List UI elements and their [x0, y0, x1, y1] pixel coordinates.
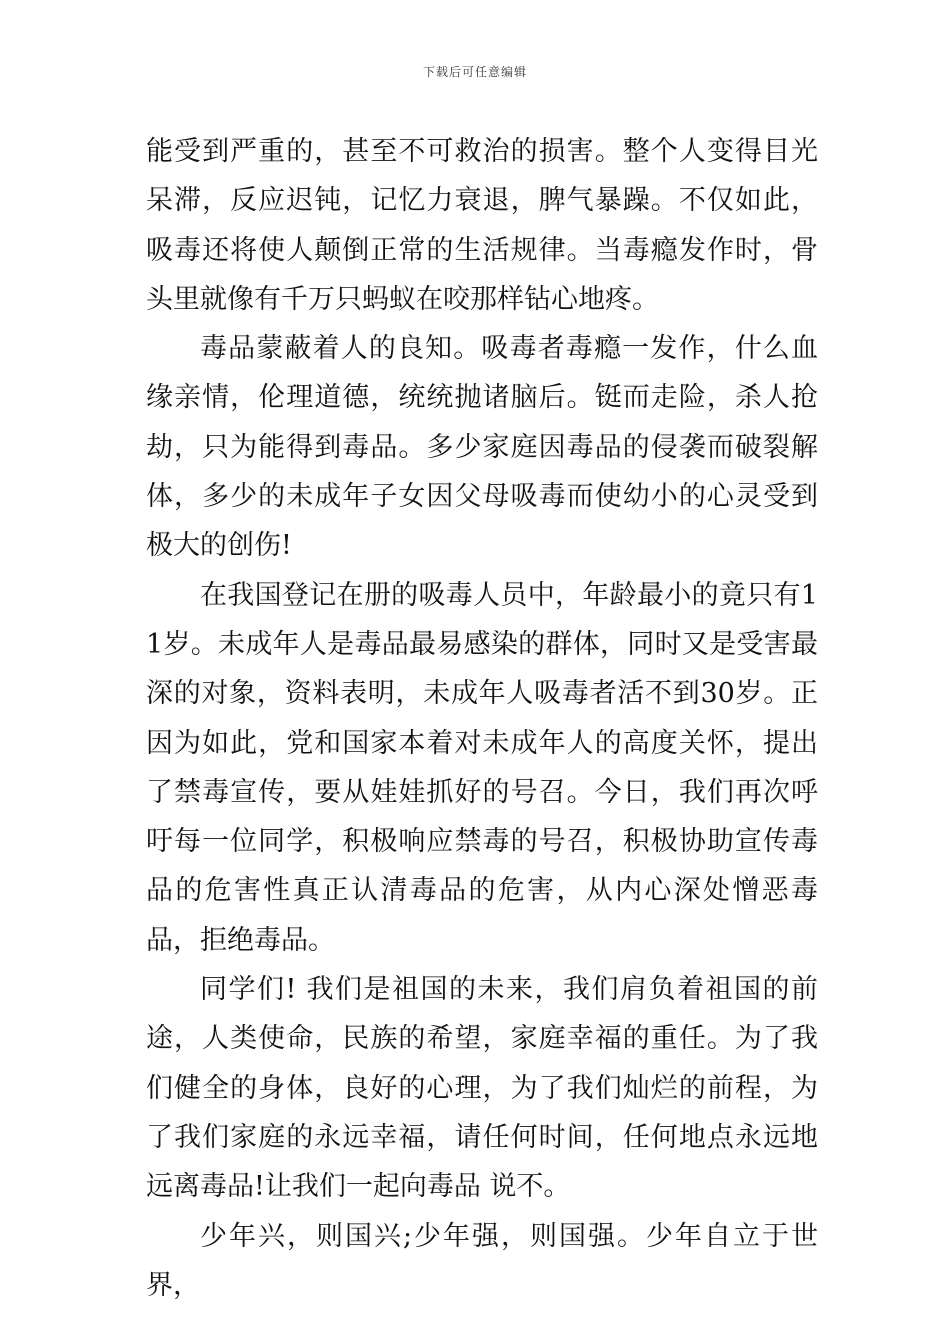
paragraph-continuation: 能受到严重的，甚至不可救治的损害。整个人变得目光呆滞，反应迟钝，记忆力衰退，脾气暴躁。不仅如此，吸毒还将使人颠倒正常的生活规律。当毒瘾发作时，骨头里就像有千万只蚂蚁在咬那样钻心地疼。 [146, 136, 818, 315]
page-header: 下载后可任意编辑 [422, 65, 527, 79]
paragraph-minors: 在我国登记在册的吸毒人员中，年龄最小的竟只有11岁。未成年人是毒品最易感染的群体，同时又是受害最深的对象，资料表明，未成年人吸毒者活不到30岁。正因为如此，党和国家本着对未成年人的高度关怀，提出了禁毒宣传，要从娃娃抓好的号召。今日，我们再次呼吁每一位同学，积极响应禁毒的号召，积极协助宣传毒品的危害性真正认清毒品的危害，从内心深处憎恶毒品，拒绝毒品。 [146, 579, 818, 956]
document-body [146, 127, 818, 1310]
paragraph-drugs-conscience: 毒品蒙蔽着人的良知。吸毒者毒瘾一发作，什么血缘亲情，伦理道德，统统抛诸脑后。铤而走险，杀人抢劫，只为能得到毒品。多少家庭因毒品的侵袭而破裂解体，多少的未成年子女因父母吸毒而使幼小的心灵受到极大的创伤! [146, 333, 818, 562]
paragraph-appeal: 同学们! 我们是祖国的未来，我们肩负着祖国的前途，人类使命，民族的希望，家庭幸福的重任。为了我们健全的身体，良好的心理，为了我们灿烂的前程，为了我们家庭的永远幸福，请任何时间，任何地点永远地远离毒品!让我们一起向毒品 说不。 [146, 974, 818, 1203]
paragraph-youth: 少年兴，则国兴;少年强，则国强。少年自立于世界， [146, 1220, 818, 1301]
